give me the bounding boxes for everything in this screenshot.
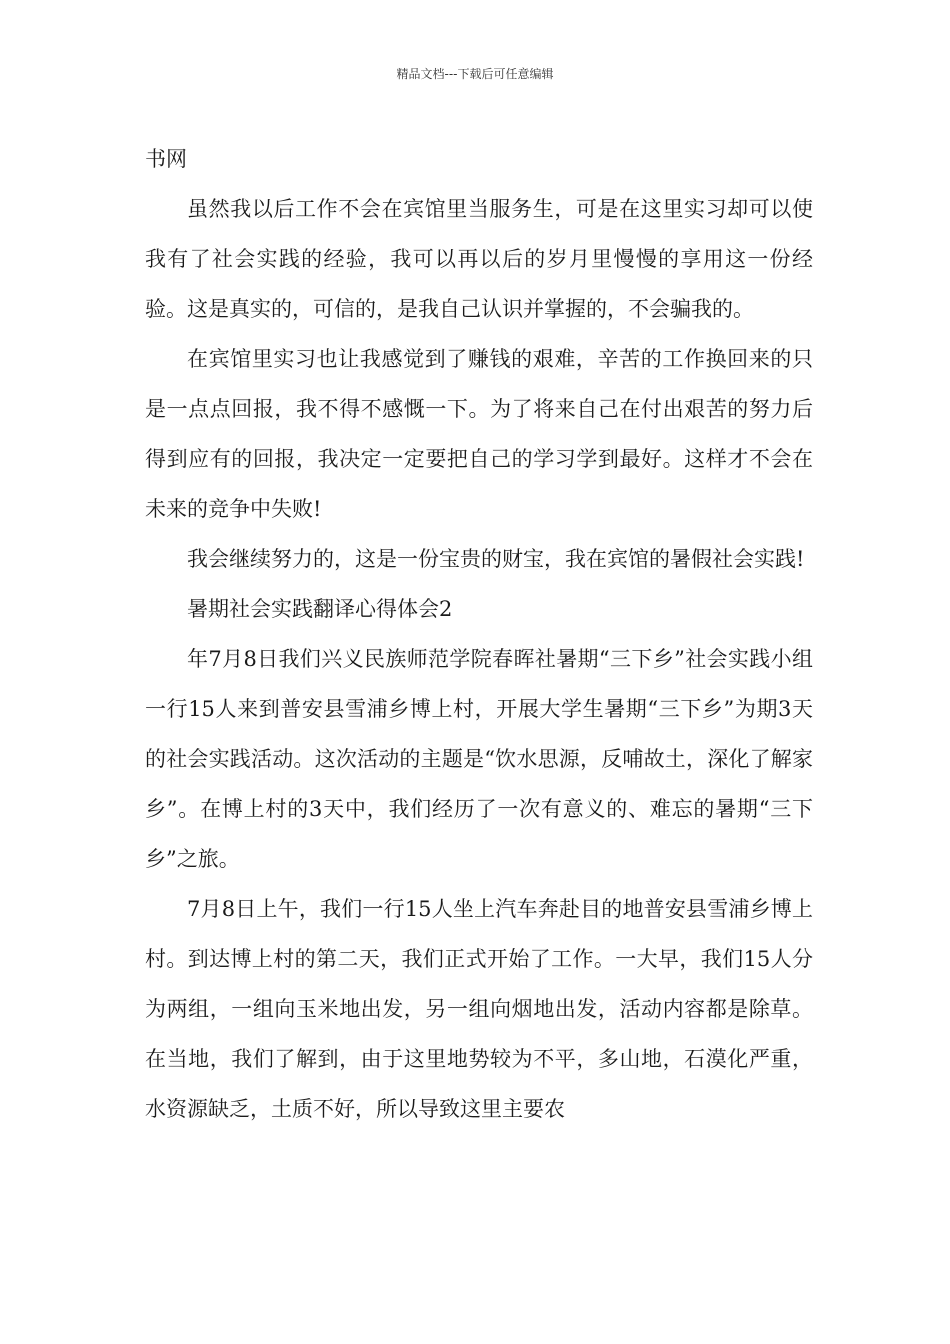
page-header: 精品文档---下载后可任意编辑 (396, 67, 554, 81)
paragraph: 年7月8日我们兴义民族师范学院春晖社暑期“三下乡”社会实践小组一行15人来到普安县雪浦乡博上村，开展大学生暑期“三下乡”为期3天的社会实践活动。这次活动的主题是“饮水思源，反哺故土，深化了解家乡”。在博上村的3天中，我们经历了一次有意义的、难忘的暑期“三下乡”之旅。 (145, 647, 813, 871)
document-body (145, 134, 813, 1134)
paragraph: 7月8日上午，我们一行15人坐上汽车奔赴目的地普安县雪浦乡博上村。到达博上村的第二天，我们正式开始了工作。一大早，我们15人分为两组，一组向玉米地出发，另一组向烟地出发，活动内容都是除草。在当地，我们了解到，由于这里地势较为不平，多山地，石漠化严重，水资源缺乏，土质不好，所以导致这里主要农 (145, 897, 813, 1121)
paragraph-continuation: 书网 (145, 147, 187, 171)
section-heading: 暑期社会实践翻译心得体会2 (187, 597, 453, 621)
paragraph: 在宾馆里实习也让我感觉到了赚钱的艰难，辛苦的工作换回来的只是一点点回报，我不得不感慨一下。为了将来自己在付出艰苦的努力后得到应有的回报，我决定一定要把自己的学习学到最好。这样才不会在未来的竞争中失败! (145, 347, 813, 521)
paragraph: 虽然我以后工作不会在宾馆里当服务生，可是在这里实习却可以使我有了社会实践的经验，我可以再以后的岁月里慢慢的享用这一份经验。这是真实的，可信的，是我自己认识并掌握的，不会骗我的。 (145, 197, 813, 321)
paragraph: 我会继续努力的，这是一份宝贵的财宝，我在宾馆的暑假社会实践! (187, 547, 805, 571)
